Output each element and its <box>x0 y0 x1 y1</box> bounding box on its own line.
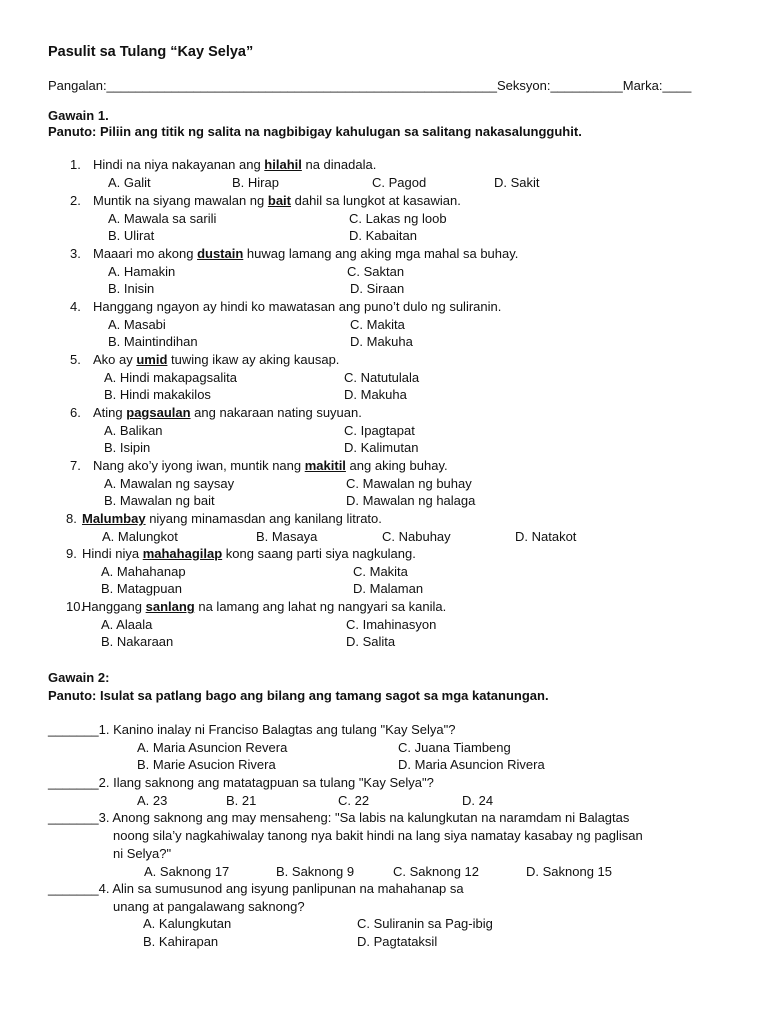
choice-a: A. Balikan <box>104 423 163 438</box>
question-number: 5. <box>70 352 81 367</box>
choice: C. Suliranin sa Pag-ibig <box>357 916 493 931</box>
answer-blank[interactable]: _______ <box>48 810 99 825</box>
choice-a: A. Masabi <box>108 317 166 332</box>
choice-a: A. Mawala sa sarili <box>108 211 217 226</box>
question-text: 4. Alin sa sumusunod ang isyung panlipunan na mahahanap sa <box>98 881 464 896</box>
question-text-after: ang nakaraan nating suyuan. <box>190 405 362 420</box>
question-text-before: Hanggang <box>82 599 146 614</box>
question <box>48 881 464 897</box>
question-text-before: Nang ako’y iyong iwan, muntik nang <box>93 458 305 473</box>
choice: B. Saknong 9 <box>276 864 355 879</box>
underlined-word: umid <box>136 352 168 367</box>
choice: B. 21 <box>226 793 257 808</box>
question-number: 6. <box>70 405 81 420</box>
page-title: Pasulit sa Tulang “Kay Selya” <box>48 44 254 60</box>
question-number: 8. <box>66 511 77 526</box>
choice-d: D. Makuha <box>344 387 407 402</box>
question-number: 10. <box>66 599 85 614</box>
question-number: 9. <box>66 546 77 561</box>
question-text <box>93 246 518 262</box>
choice-c: C. Natutulala <box>344 370 420 385</box>
choice-c: C. Imahinasyon <box>346 617 437 632</box>
choice-a: A. Malungkot <box>102 529 178 544</box>
question-text: 3. Anong saknong ang may mensaheng: "Sa labis na kalungkutan na naramdam ni Balagtas <box>98 810 630 825</box>
question-number: 3. <box>70 246 81 261</box>
question-number: 1. <box>70 157 81 172</box>
question-text <box>93 458 448 474</box>
question-text <box>93 157 376 173</box>
choice-d: D. Siraan <box>350 281 405 296</box>
choice-b: B. Maintindihan <box>108 334 198 349</box>
gawain1-heading: Gawain 1. <box>48 108 109 123</box>
question-text: unang at pangalawang saknong? <box>113 899 305 914</box>
choice-b: B. Isipin <box>104 440 151 455</box>
question-text: 2. Ilang saknong ang matatagpuan sa tulang "Kay Selya"? <box>98 775 434 790</box>
choice: A. Maria Asuncion Revera <box>137 740 288 755</box>
choice-b: B. Matagpuan <box>101 581 182 596</box>
choice-d: D. Kabaitan <box>349 228 417 243</box>
question-text: 1. Kanino inalay ni Franciso Balagtas ang tulang "Kay Selya"? <box>98 722 456 737</box>
choice-b: B. Hindi makakilos <box>104 387 211 402</box>
choice-b: B. Masaya <box>256 529 318 544</box>
question-text-after: tuwing ikaw ay aking kausap. <box>167 352 340 367</box>
question-number: 7. <box>70 458 81 473</box>
choice-c: C. Saktan <box>347 264 405 279</box>
underlined-word: pagsaulan <box>126 405 191 420</box>
question-text: noong sila’y nagkahiwalay tanong nya bakit hindi na lang siya namatay kasabay ng paglisan <box>113 828 643 843</box>
question-text-after: na lamang ang lahat ng nangyari sa kanila. <box>194 599 447 614</box>
choice-a: A. Hindi makapagsalita <box>104 370 237 385</box>
choice-a: A. Galit <box>108 175 151 190</box>
choice: A. Kalungkutan <box>143 916 232 931</box>
choice-d: D. Natakot <box>515 529 577 544</box>
gawain1-instruction: Panuto: Piliin ang titik ng salita na nagbibigay kahulugan sa salitang nakasalungguhit. <box>48 124 582 139</box>
question-text-after: niyang minamasdan ang kanilang litrato. <box>145 511 382 526</box>
choice: D. Saknong 15 <box>526 864 613 879</box>
question-text <box>93 193 461 209</box>
choice: D. Maria Asuncion Rivera <box>398 757 545 772</box>
underlined-word: makitil <box>304 458 346 473</box>
question-text <box>93 405 362 421</box>
question-text-before: Ating <box>93 405 127 420</box>
choice-b: B. Mawalan ng bait <box>104 493 215 508</box>
answer-blank[interactable]: _______ <box>48 881 99 896</box>
choice-b: B. Nakaraan <box>101 634 174 649</box>
choice: A. Saknong 17 <box>144 864 230 879</box>
choice-d: D. Mawalan ng halaga <box>346 493 476 508</box>
question-text <box>82 546 416 562</box>
answer-blank[interactable]: _______ <box>48 775 99 790</box>
underlined-word: dustain <box>197 246 244 261</box>
question-number: 4. <box>70 299 81 314</box>
question-text <box>93 299 501 315</box>
question-text: ni Selya?" <box>113 846 172 861</box>
choice-c: C. Ipagtapat <box>344 423 415 438</box>
underlined-word: bait <box>267 193 291 208</box>
underlined-word: mahahagilap <box>142 546 223 561</box>
choice: D. 24 <box>462 793 494 808</box>
question-number: 2. <box>70 193 81 208</box>
answer-blank[interactable]: _______ <box>48 722 99 737</box>
question-text <box>93 352 339 368</box>
choice: A. 23 <box>137 793 168 808</box>
choice-d: D. Makuha <box>350 334 413 349</box>
question-text-before: Maaari mo akong <box>93 246 198 261</box>
choice: B. Marie Asucion Rivera <box>137 757 276 772</box>
choice-d: D. Malaman <box>353 581 424 596</box>
question-text <box>82 599 446 615</box>
underlined-word: sanlang <box>145 599 195 614</box>
choice-c: C. Mawalan ng buhay <box>346 476 472 491</box>
choice-a: A. Alaala <box>101 617 153 632</box>
choice-a: A. Mahahanap <box>101 564 186 579</box>
choice-b: B. Ulirat <box>108 228 155 243</box>
question-text-after: huwag lamang ang aking mga mahal sa buhay. <box>243 246 519 261</box>
choice-d: D. Kalimutan <box>344 440 419 455</box>
choice-c: C. Lakas ng loob <box>349 211 447 226</box>
question <box>48 775 434 791</box>
choice-d: D. Salita <box>346 634 396 649</box>
choice: C. Juana Tiambeng <box>398 740 511 755</box>
name-section-marks-line: Pangalan:______________________________________________________Seksyon:__________Marka:____ <box>48 78 692 93</box>
choice-a: A. Mawalan ng saysay <box>104 476 235 491</box>
question-text-before: Ako ay <box>93 352 137 367</box>
choice: C. Saknong 12 <box>393 864 480 879</box>
question-text-after: kong saang parti siya nagkulang. <box>222 546 416 561</box>
choice-c: C. Makita <box>350 317 405 332</box>
question <box>48 722 455 738</box>
question-text-before: Hanggang ngayon ay hindi ko mawatasan ang puno’t dulo ng suliranin. <box>93 299 502 314</box>
question-text-before: Hindi na niya nakayanan ang <box>93 157 265 172</box>
gawain2-heading: Gawain 2: <box>48 670 110 685</box>
question-text-after: dahil sa lungkot at kasawian. <box>291 193 461 208</box>
question-text-after: ang aking buhay. <box>345 458 448 473</box>
choice-b: B. Hirap <box>232 175 279 190</box>
choice-d: D. Sakit <box>494 175 540 190</box>
question-text-before: Hindi niya <box>82 546 143 561</box>
question <box>48 810 629 826</box>
choice-c: C. Pagod <box>372 175 427 190</box>
choice-a: A. Hamakin <box>108 264 176 279</box>
choice: B. Kahirapan <box>143 934 219 949</box>
underlined-word: hilahil <box>264 157 302 172</box>
question-text <box>82 511 382 527</box>
choice-b: B. Inisin <box>108 281 155 296</box>
underlined-word: Malumbay <box>82 511 146 526</box>
choice: D. Pagtataksil <box>357 934 438 949</box>
choice-c: C. Makita <box>353 564 408 579</box>
choice: C. 22 <box>338 793 370 808</box>
choice-c: C. Nabuhay <box>382 529 451 544</box>
question-text-after: na dinadala. <box>301 157 377 172</box>
question-text-before: Muntik na siyang mawalan ng <box>93 193 268 208</box>
gawain2-instruction: Panuto: Isulat sa patlang bago ang bilang ang tamang sagot sa mga katanungan. <box>48 688 549 703</box>
